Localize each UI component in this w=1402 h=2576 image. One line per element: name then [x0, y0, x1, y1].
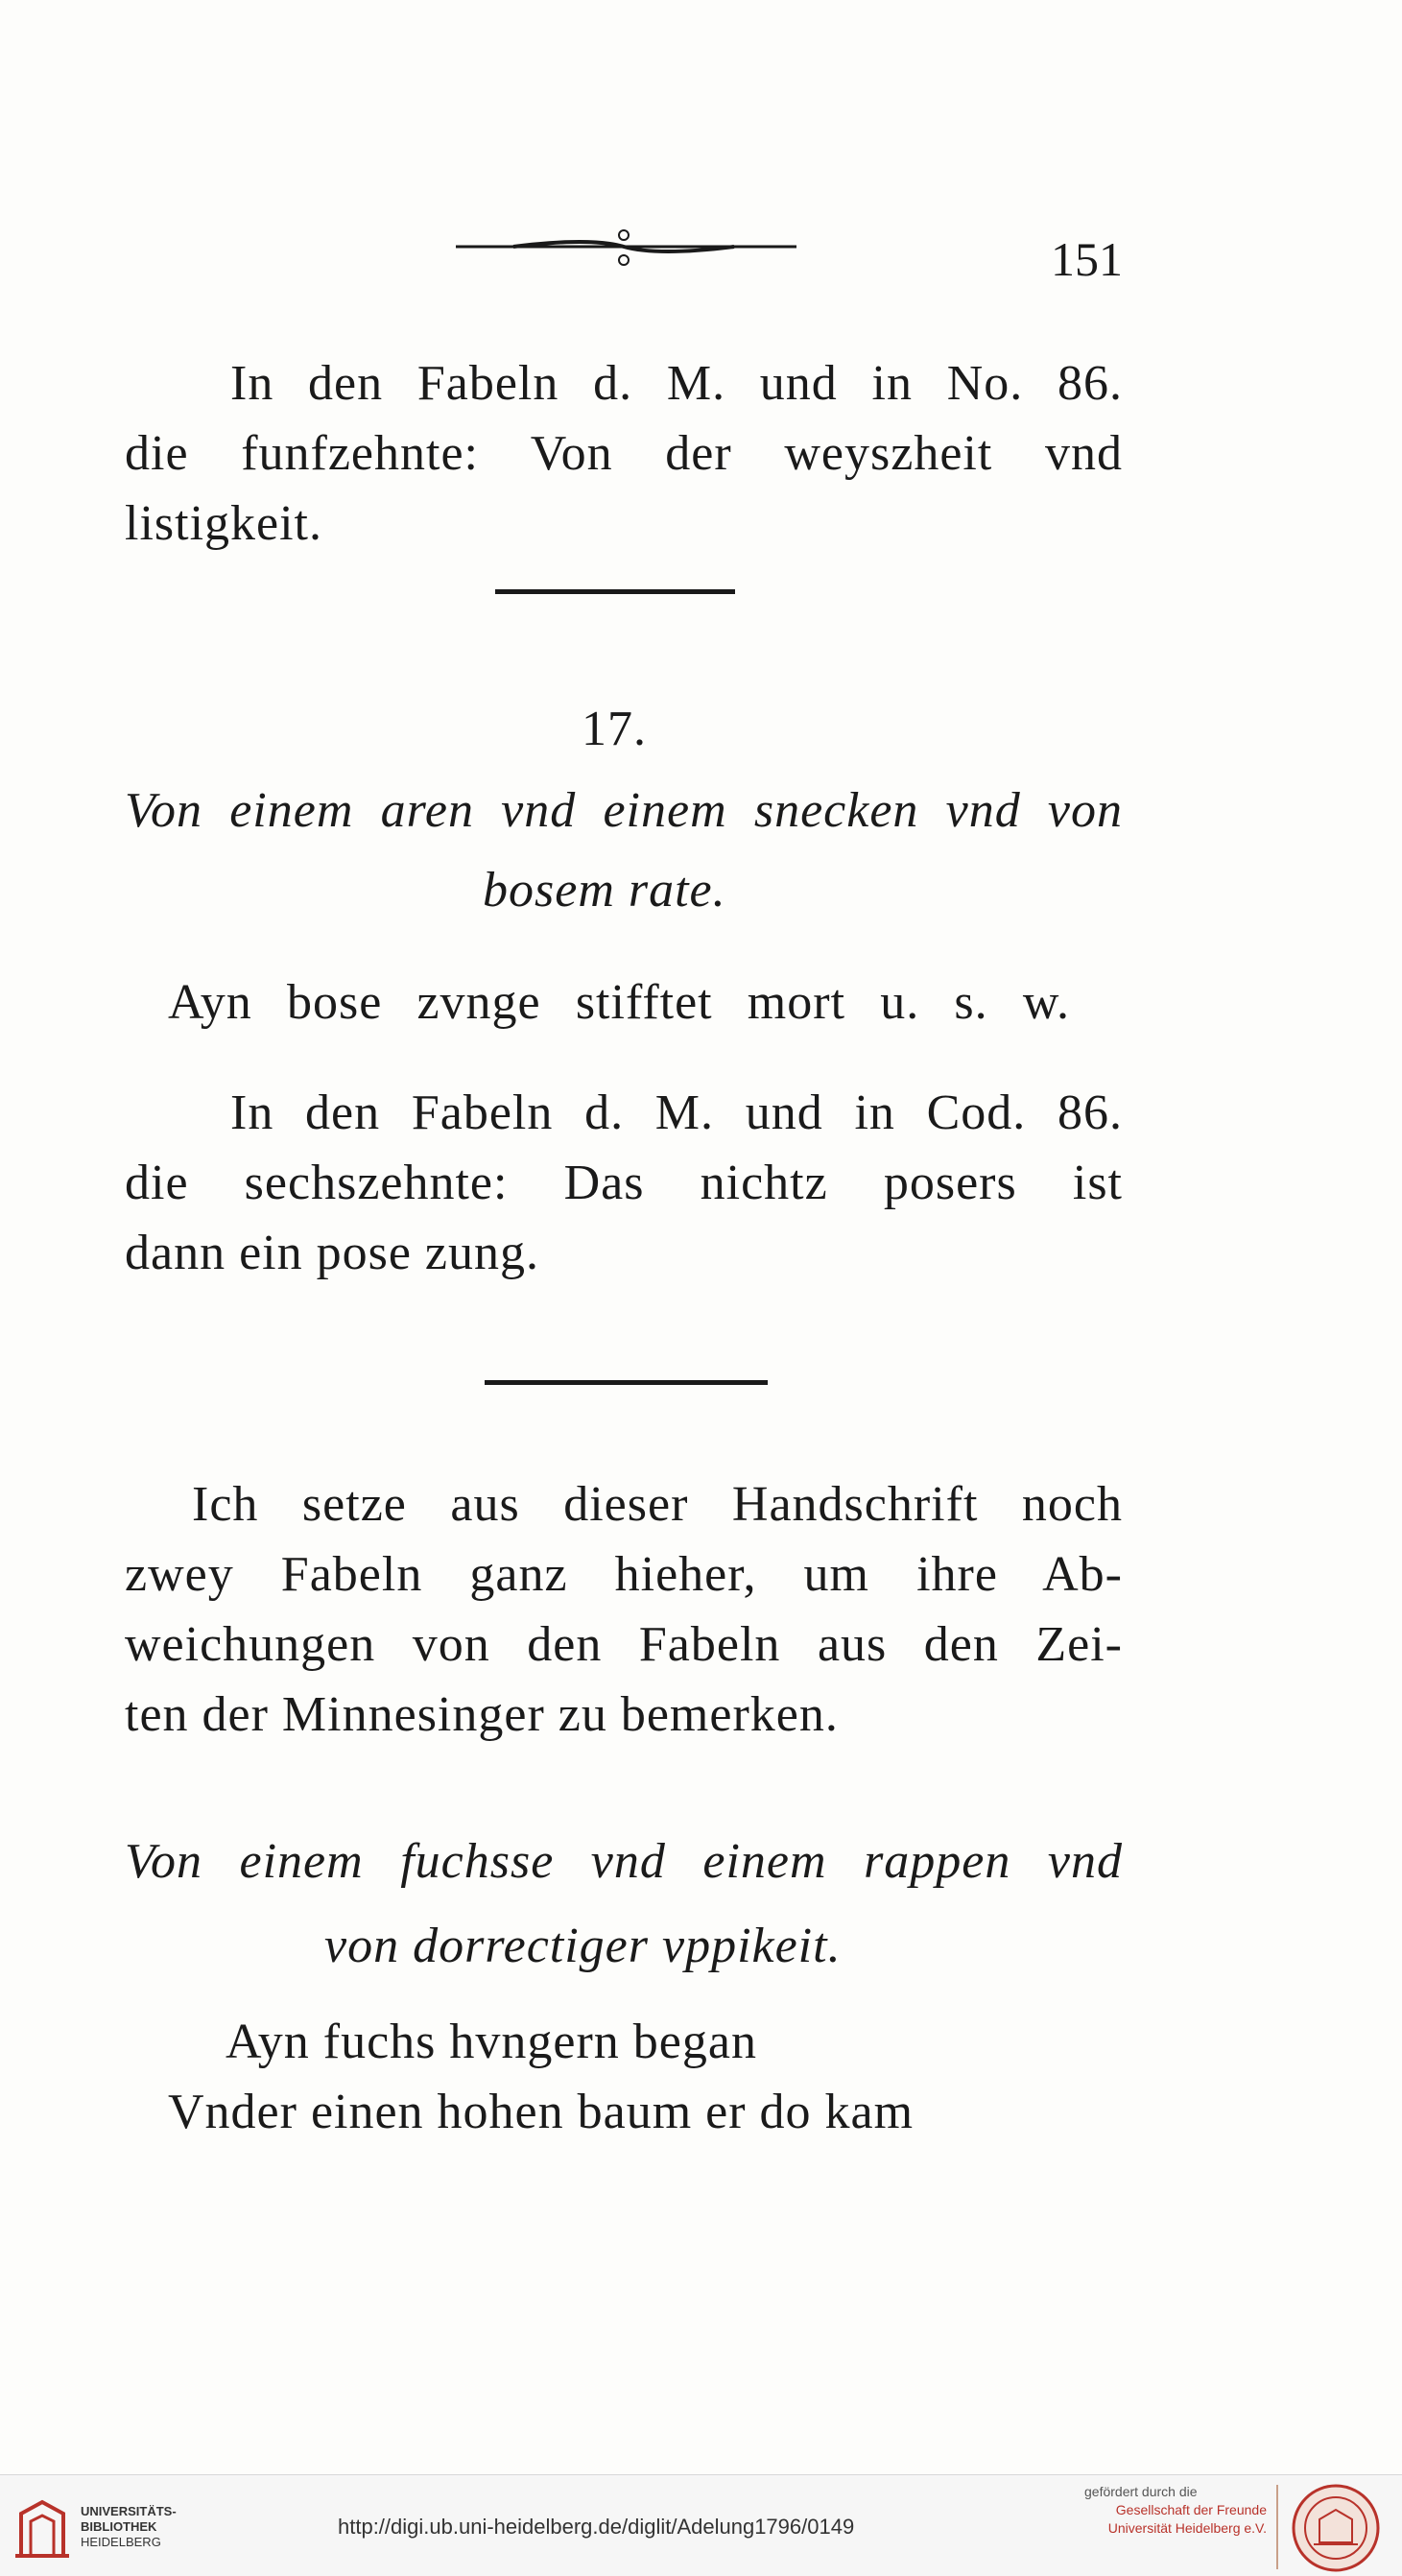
text-line: ten der Minnesinger zu bemerken. — [125, 1687, 839, 1742]
library-name-line: HEIDELBERG — [81, 2535, 161, 2549]
text-line: weichungen von den Fabeln aus den Zei- — [125, 1617, 1123, 1672]
sponsor-org: Gesellschaft der Freunde — [1115, 2502, 1267, 2517]
text-line: dann ein pose zung. — [125, 1226, 540, 1280]
university-seal-icon — [1291, 2483, 1381, 2573]
verse-line: Vnder einen hohen baum er do kam — [168, 2085, 915, 2139]
section-heading: Von einem fuchsse vnd einem rappen vnd — [125, 1834, 1123, 1889]
section-heading: Von einem aren vnd einem snecken vnd von — [125, 783, 1123, 838]
library-name-line: UNIVERSITÄTS- — [81, 2504, 177, 2518]
footer-divider — [1276, 2485, 1278, 2569]
sponsor-label: gefördert durch die — [1084, 2484, 1198, 2499]
footer-bar — [0, 2474, 1402, 2576]
text-line: In den Fabeln d. M. und in Cod. 86. — [230, 1085, 1123, 1140]
permalink-url[interactable]: http://digi.ub.uni-heidelberg.de/diglit/Adelung1796/0149 — [338, 2515, 855, 2539]
text-line: listigkeit. — [125, 496, 322, 551]
section-heading: von dorrectiger vppikeit. — [324, 1919, 842, 1973]
sponsor-block — [1084, 2483, 1267, 2538]
text-line: In den Fabeln d. M. und in No. 86. — [230, 356, 1123, 411]
library-logo-icon — [13, 2496, 71, 2560]
library-name — [81, 2504, 177, 2550]
text-line: die funfzehnte: Von der weyszheit vnd — [125, 426, 1123, 481]
text-line: Ich setze aus dieser Handschrift noch — [192, 1477, 1123, 1532]
section-rule — [485, 1380, 768, 1385]
verse-line: Ayn fuchs hvngern began — [226, 2015, 757, 2069]
library-name-line: BIBLIOTHEK — [81, 2519, 157, 2534]
section-number: 17. — [582, 702, 647, 756]
text-line: die sechszehnte: Das nichtz posers ist — [125, 1156, 1123, 1210]
page-number: 151 — [1051, 232, 1123, 286]
text-line: Ayn bose zvnge stifftet mort u. s. w. — [168, 975, 1070, 1030]
text-line: zwey Fabeln ganz hieher, um ihre Ab- — [125, 1547, 1123, 1602]
section-rule — [495, 589, 735, 594]
section-heading: bosem rate. — [483, 863, 726, 918]
decorative-ornament-icon — [456, 226, 796, 283]
sponsor-org: Universität Heidelberg e.V. — [1107, 2520, 1267, 2536]
